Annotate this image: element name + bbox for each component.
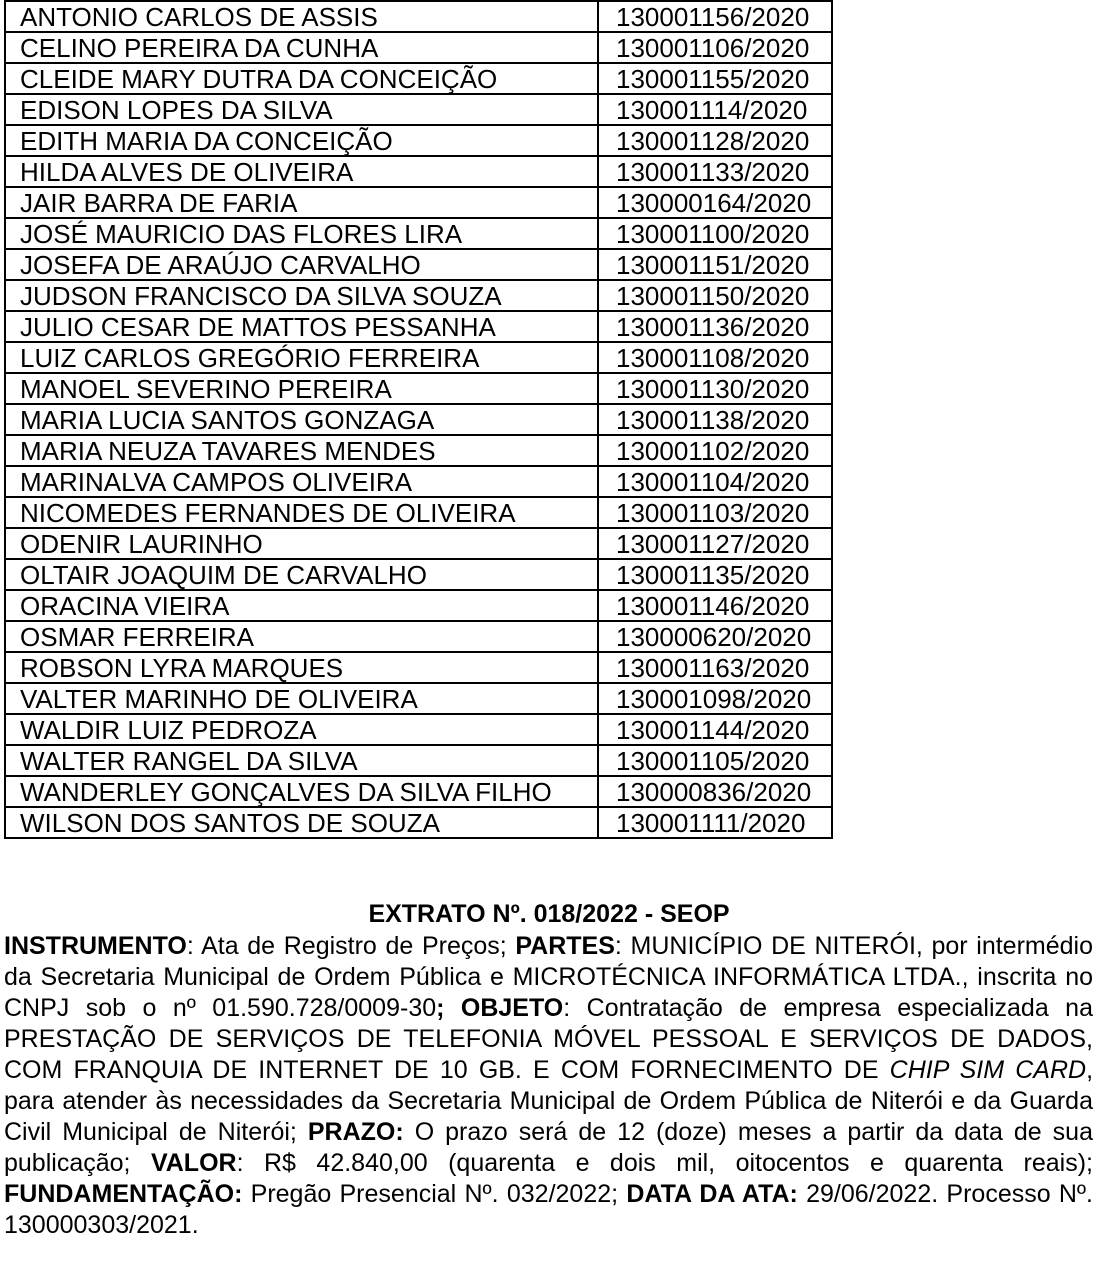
data-ata-label: DATA DA ATA: [626,1180,798,1208]
table-row [5,404,832,435]
process-number-cell: 130001098/2020 [598,683,832,714]
table-row [5,125,832,156]
beneficiary-name-cell: MANOEL SEVERINO PEREIRA [5,373,598,404]
process-number-cell: 130001102/2020 [598,435,832,466]
beneficiary-name-cell: LUIZ CARLOS GREGÓRIO FERREIRA [5,342,598,373]
extrato-body [4,931,1093,1241]
process-number-cell: 130001133/2020 [598,156,832,187]
beneficiary-name-cell: WALTER RANGEL DA SILVA [5,745,598,776]
process-number-cell: 130001144/2020 [598,714,832,745]
objeto-text-continued: , para atender às necessidades da Secretaria Municipal de Ordem Pública de Niterói e da Guarda Civil Municipal de Niterói; [4,1056,1094,1146]
registry-table-body [5,1,832,838]
instrumento-text: : Ata de Registro de Preços; [186,932,516,960]
partes-label: PARTES [515,932,615,960]
beneficiary-name-cell: WILSON DOS SANTOS DE SOUZA [5,807,598,838]
beneficiary-name-cell: JOSEFA DE ARAÚJO CARVALHO [5,249,598,280]
beneficiary-name-cell: ODENIR LAURINHO [5,528,598,559]
instrumento-label: INSTRUMENTO [4,932,187,960]
process-number-cell: 130001104/2020 [598,466,832,497]
table-row [5,807,832,838]
table-row [5,435,832,466]
table-row [5,652,832,683]
table-row [5,621,832,652]
table-row [5,683,832,714]
beneficiary-name-cell: HILDA ALVES DE OLIVEIRA [5,156,598,187]
table-row [5,466,832,497]
process-number-cell: 130000620/2020 [598,621,832,652]
beneficiary-name-cell: MARIA LUCIA SANTOS GONZAGA [5,404,598,435]
table-row [5,745,832,776]
objeto-italic: CHIP SIM CARD [889,1056,1087,1084]
beneficiary-name-cell: JAIR BARRA DE FARIA [5,187,598,218]
valor-label: VALOR [150,1149,237,1177]
registry-table [4,0,833,839]
process-number-cell: 130001151/2020 [598,249,832,280]
beneficiary-name-cell: MARINALVA CAMPOS OLIVEIRA [5,466,598,497]
process-number-cell: 130001103/2020 [598,497,832,528]
table-row [5,342,832,373]
process-number-cell: 130001105/2020 [598,745,832,776]
beneficiary-name-cell: ANTONIO CARLOS DE ASSIS [5,1,598,32]
prazo-text: O prazo será de 12 (doze) meses a partir da data de sua publicação; [4,1118,1093,1177]
table-row [5,590,832,621]
table-row [5,1,832,32]
extrato-title: EXTRATO Nº. 018/2022 - SEOP [368,900,730,928]
table-row [5,311,832,342]
beneficiary-name-cell: EDISON LOPES DA SILVA [5,94,598,125]
table-row [5,63,832,94]
table-row [5,156,832,187]
beneficiary-name-cell: ORACINA VIEIRA [5,590,598,621]
process-number-cell: 130001138/2020 [598,404,832,435]
table-row [5,776,832,807]
beneficiary-name-cell: EDITH MARIA DA CONCEIÇÃO [5,125,598,156]
process-number-cell: 130001135/2020 [598,559,832,590]
beneficiary-name-cell: WALDIR LUIZ PEDROZA [5,714,598,745]
process-number-cell: 130001136/2020 [598,311,832,342]
table-row [5,187,832,218]
beneficiary-name-cell: WANDERLEY GONÇALVES DA SILVA FILHO [5,776,598,807]
process-number-cell: 130001130/2020 [598,373,832,404]
table-row [5,280,832,311]
process-number-cell: 130001114/2020 [598,94,832,125]
table-row [5,714,832,745]
beneficiary-name-cell: CLEIDE MARY DUTRA DA CONCEIÇÃO [5,63,598,94]
process-number-cell: 130001127/2020 [598,528,832,559]
beneficiary-name-cell: JULIO CESAR DE MATTOS PESSANHA [5,311,598,342]
table-row [5,32,832,63]
table-row [5,249,832,280]
table-row [5,497,832,528]
process-number-cell: 130000164/2020 [598,187,832,218]
table-row [5,94,832,125]
process-number-cell: 130001156/2020 [598,1,832,32]
table-row [5,559,832,590]
beneficiary-name-cell: ROBSON LYRA MARQUES [5,652,598,683]
objeto-label: OBJETO [444,994,564,1022]
process-number-cell: 130001106/2020 [598,32,832,63]
fundamentacao-text: Pregão Presencial Nº. 032/2022; [242,1180,627,1208]
process-number-cell: 130001100/2020 [598,218,832,249]
beneficiary-name-cell: MARIA NEUZA TAVARES MENDES [5,435,598,466]
partes-text: : MUNICÍPIO DE NITERÓI, por intermédio da Secretaria Municipal de Ordem Pública e MICROTÉCNICA INFORMÁTICA LTDA., inscrita no CNPJ sob o nº 01.590.728/0009-30 [4,932,1094,1022]
table-row [5,373,832,404]
process-number-cell: 130000836/2020 [598,776,832,807]
beneficiary-name-cell: OLTAIR JOAQUIM DE CARVALHO [5,559,598,590]
process-number-cell: 130001111/2020 [598,807,832,838]
beneficiary-name-cell: JOSÉ MAURICIO DAS FLORES LIRA [5,218,598,249]
process-number-cell: 130001146/2020 [598,590,832,621]
process-number-cell: 130001155/2020 [598,63,832,94]
process-number-cell: 130001108/2020 [598,342,832,373]
objeto-text: : Contratação de empresa especializada na PRESTAÇÃO DE SERVIÇOS DE TELEFONIA MÓVEL PESSOAL E SERVIÇOS DE DADOS, COM FRANQUIA DE INTERNET DE 10 GB. E COM FORNECIMENTO DE [4,994,1093,1084]
partes-separator: ; [436,994,445,1022]
table-row [5,218,832,249]
table-row [5,528,832,559]
data-ata-text: 29/06/2022. Processo Nº. 130000303/2021. [4,1180,1094,1239]
process-number-cell: 130001150/2020 [598,280,832,311]
fundamentacao-label: FUNDAMENTAÇÃO: [4,1180,243,1208]
valor-text: : R$ 42.840,00 (quarenta e dois mil, oitocentos e quarenta reais); [236,1149,1093,1177]
process-number-cell: 130001163/2020 [598,652,832,683]
beneficiary-name-cell: VALTER MARINHO DE OLIVEIRA [5,683,598,714]
prazo-label: PRAZO: [307,1118,404,1146]
beneficiary-name-cell: JUDSON FRANCISCO DA SILVA SOUZA [5,280,598,311]
beneficiary-name-cell: CELINO PEREIRA DA CUNHA [5,32,598,63]
beneficiary-name-cell: OSMAR FERREIRA [5,621,598,652]
beneficiary-name-cell: NICOMEDES FERNANDES DE OLIVEIRA [5,497,598,528]
process-number-cell: 130001128/2020 [598,125,832,156]
